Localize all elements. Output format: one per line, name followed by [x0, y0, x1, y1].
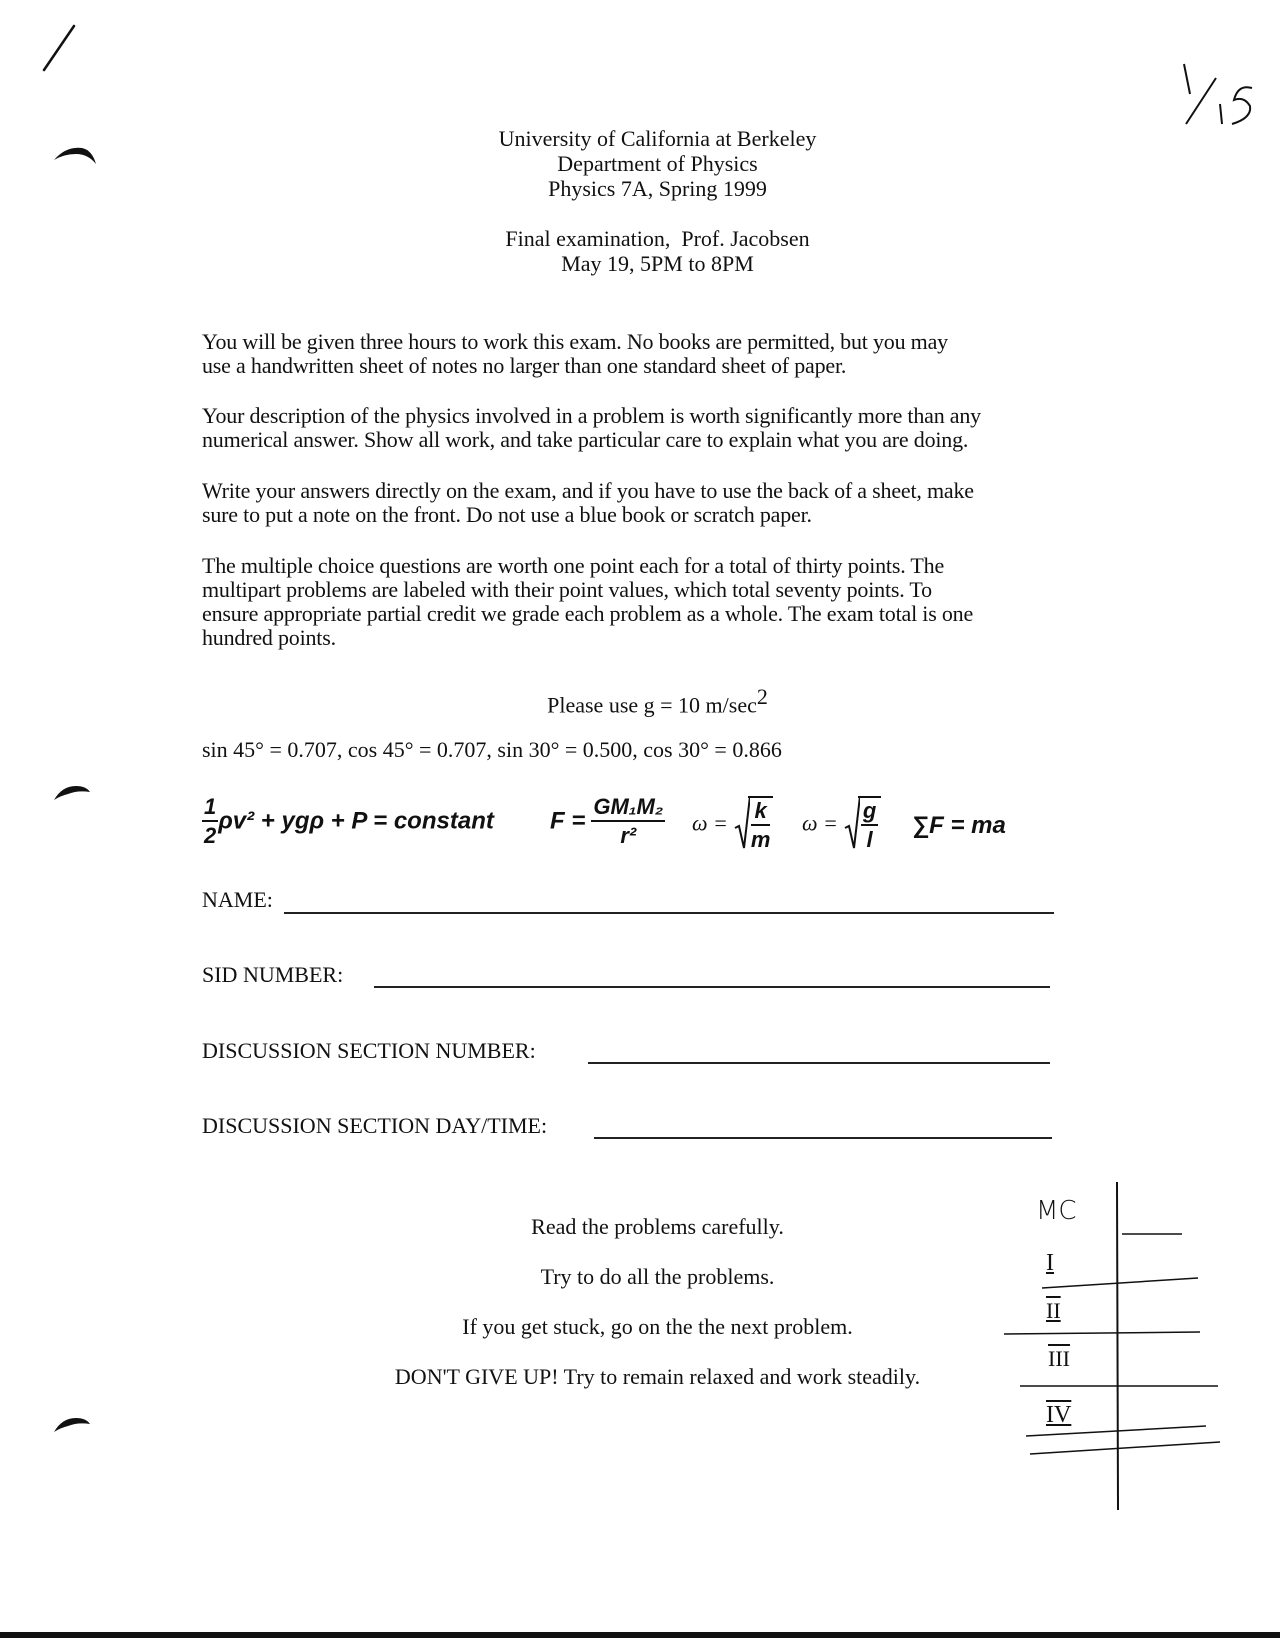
department-name: Department of Physics: [557, 151, 758, 176]
trig-values: sin 45° = 0.707, cos 45° = 0.707, sin 30° = 0.500, cos 30° = 0.866: [202, 737, 782, 762]
pendulum-omega-equation: [802, 796, 881, 851]
paragraph-line: ensure appropriate partial credit we grade each problem as a whole. The exam total is one: [202, 601, 974, 626]
exam-date: May 19, 5PM to 8PM: [561, 251, 754, 276]
gravity-exponent: 2: [756, 684, 768, 709]
fraction-denominator: 2: [204, 823, 217, 848]
paragraph-line: multipart problems are labeled with their point values, which total seventy points. To: [202, 577, 932, 602]
university-name: University of California at Berkeley: [498, 126, 817, 151]
spring-omega-equation: [692, 796, 773, 851]
page-count-denominator: [1170, 54, 1171, 55]
spring-denominator: m: [750, 827, 771, 852]
tip-read-carefully: Read the problems carefully.: [531, 1214, 784, 1239]
gravity-constant-note: [0, 684, 1280, 717]
bernoulli-rest: ρv² + ygρ + P = constant: [218, 807, 494, 835]
score-row-i-label: I: [1046, 1250, 1054, 1276]
exam-title-block: [0, 226, 1280, 276]
gravitation-equation: [550, 796, 665, 847]
handwritten-slash-mark: [38, 22, 78, 74]
instructions-paragraph-2: [202, 404, 1102, 452]
section-number-field[interactable]: [588, 1062, 1050, 1064]
half-fraction: [202, 796, 218, 847]
score-table: [1000, 1180, 1230, 1510]
instructions-paragraph-4: [202, 554, 1102, 650]
newton-second-law: ∑F = ma: [912, 812, 1006, 839]
score-row-iv-label: IV: [1046, 1402, 1072, 1428]
page-count-mark: [1170, 54, 1270, 134]
bernoulli-equation: [202, 796, 494, 847]
exam-header: [0, 126, 1280, 201]
pendulum-denominator: l: [866, 827, 873, 852]
paragraph-line: hundred points.: [202, 625, 336, 650]
name-label: NAME:: [202, 887, 273, 912]
instructions-paragraph-1: [202, 330, 1102, 378]
sid-field[interactable]: [374, 986, 1050, 988]
instructions-paragraph-3: [202, 479, 1102, 527]
paragraph-line: Your description of the physics involved in a problem is worth significantly more than any: [202, 403, 981, 428]
paragraph-line: numerical answer. Show all work, and take particular care to explain what you are doing.: [202, 427, 969, 452]
spring-sqrt: [734, 796, 774, 851]
paragraph-line: Write your answers directly on the exam, and if you have to use the back of a sheet, make: [202, 478, 974, 503]
score-row-iii-label: $\overline{III}$: [1048, 1346, 1070, 1371]
course-name: Physics 7A, Spring 1999: [548, 176, 767, 201]
section-time-field[interactable]: [594, 1137, 1052, 1139]
name-field[interactable]: [284, 912, 1054, 914]
paragraph-line: use a handwritten sheet of notes no larger than one standard sheet of paper.: [202, 353, 847, 378]
tip-do-all: Try to do all the problems.: [540, 1264, 775, 1289]
gravitation-numerator: GM₁M₂: [591, 796, 665, 822]
tip-dont-give-up: DON'T GIVE UP! Try to remain relaxed and work steadily.: [394, 1364, 921, 1389]
section-number-label: DISCUSSION SECTION NUMBER:: [202, 1038, 536, 1063]
section-time-label: DISCUSSION SECTION DAY/TIME:: [202, 1113, 548, 1138]
omega-lhs: ω =: [802, 810, 838, 836]
omega-lhs: ω =: [692, 810, 728, 836]
spring-numerator: k: [751, 800, 771, 826]
pendulum-sqrt: [844, 796, 881, 851]
fraction-numerator: 1: [202, 796, 218, 822]
paragraph-line: sure to put a note on the front. Do not use a blue book or scratch paper.: [202, 502, 812, 527]
force-lhs: F =: [550, 807, 586, 835]
paragraph-line: You will be given three hours to work this exam. No books are permitted, but you may: [202, 329, 948, 354]
binder-hole-mark-middle: [52, 782, 92, 804]
paragraph-line: The multiple choice questions are worth one point each for a total of thirty points. The: [202, 553, 945, 578]
score-row-ii-label: II: [1046, 1298, 1061, 1323]
sid-label: SID NUMBER:: [202, 962, 344, 987]
gravitation-fraction: [591, 796, 665, 847]
score-row-mc-label: MC: [1036, 1196, 1077, 1226]
exam-title: Final examination, Prof. Jacobsen: [505, 226, 810, 251]
spring-fraction: [751, 800, 771, 851]
pendulum-numerator: g: [861, 800, 878, 826]
gravitation-denominator: r²: [620, 823, 637, 848]
page-bottom-edge: [0, 1632, 1280, 1638]
binder-hole-mark-bottom: [52, 1414, 92, 1436]
pendulum-fraction: [861, 800, 878, 851]
gravity-text: Please use g = 10 m/sec: [547, 692, 757, 718]
tip-if-stuck: If you get stuck, go on the the next problem.: [462, 1314, 853, 1339]
